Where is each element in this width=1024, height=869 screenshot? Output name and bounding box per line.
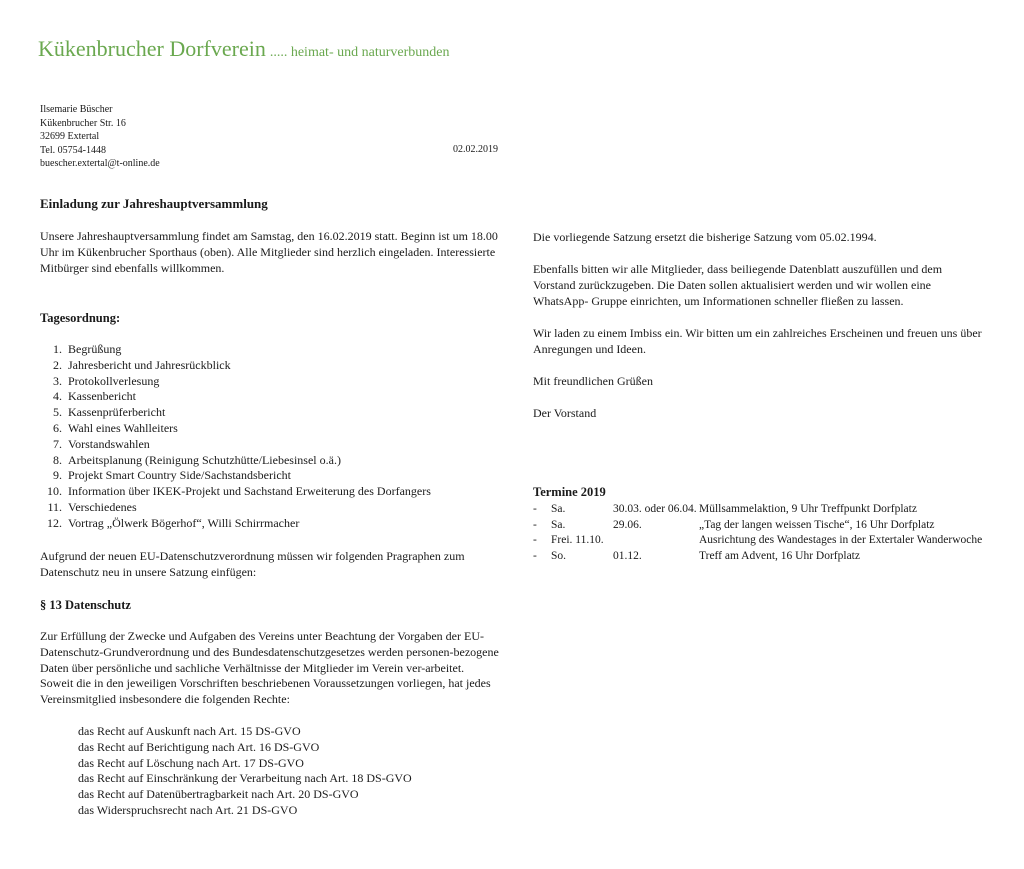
agenda-item-number: 6. — [53, 420, 62, 435]
agenda-item — [34, 500, 431, 516]
agenda-item-text: Jahresbericht und Jahresrückblick — [68, 357, 231, 372]
rights-list — [78, 724, 412, 819]
rights-item: das Recht auf Berichtigung nach Art. 16 DS-GVO — [78, 739, 320, 754]
agenda-item — [34, 358, 431, 374]
event-day: Sa. — [551, 503, 566, 515]
invitation-paragraph: Wir laden zu einem Imbiss ein. Wir bitten um ein zahlreiches Erscheinen und freuen uns über Anregungen und Ideen. — [533, 326, 982, 356]
agenda-item-text: Arbeitsplanung (Reinigung Schutzhütte/Liebesinsel o.ä.) — [68, 452, 341, 467]
agenda-item-text: Vortrag „Ölwerk Bögerhof“, Willi Schirrmacher — [68, 515, 300, 530]
event-row — [533, 518, 982, 534]
agenda-item — [34, 342, 431, 358]
event-description: „Tag der langen weissen Tische“, 16 Uhr Dorfplatz — [699, 518, 935, 531]
agenda-item-text: Verschiedenes — [68, 499, 137, 514]
agenda-item-number: 3. — [53, 373, 62, 388]
agenda-item — [34, 516, 431, 532]
organization-tagline: ..... heimat- und naturverbunden — [269, 45, 450, 60]
event-date: 01.12. — [613, 549, 642, 562]
sender-city: 32699 Extertal — [40, 131, 100, 142]
rights-item: das Recht auf Auskunft nach Art. 15 DS-GVO — [78, 724, 301, 738]
sender-email: buescher.extertal@t-online.de — [40, 158, 160, 169]
agenda-item — [34, 484, 431, 500]
agenda-item-text: Vorstandswahlen — [68, 436, 150, 451]
sender-street: Kükenbrucher Str. 16 — [40, 117, 126, 129]
section-heading: § 13 Datenschutz — [40, 598, 131, 612]
organization-name: Kükenbrucher Dorfverein — [38, 36, 266, 61]
sender-name: Ilsemarie Büscher — [40, 104, 113, 115]
event-day: Frei. 11.10. — [551, 534, 604, 546]
event-day: Sa. — [551, 518, 566, 531]
event-row — [533, 502, 982, 518]
agenda-item-text: Protokollverlesung — [68, 373, 160, 388]
events-list — [533, 502, 982, 564]
agenda-item-number: 12. — [47, 515, 62, 530]
agenda-heading: Tagesordnung: — [40, 311, 121, 325]
agenda-item-number: 11. — [47, 499, 62, 514]
statute-replacement-paragraph: Die vorliegende Satzung ersetzt die bisherige Satzung vom 05.02.1994. — [533, 230, 877, 244]
event-row — [533, 549, 982, 565]
agenda-item-text: Kassenbericht — [68, 389, 136, 404]
agenda-item-text: Begrüßung — [68, 342, 122, 356]
agenda-item-number: 1. — [53, 342, 62, 356]
agenda-item-number: 7. — [53, 436, 62, 451]
rights-item: das Widerspruchsrecht nach Art. 21 DS-GVO — [78, 802, 298, 817]
sender-address — [40, 103, 160, 171]
events-heading: Termine 2019 — [533, 485, 606, 499]
letterhead — [38, 36, 449, 62]
event-date: 29.06. — [613, 518, 642, 531]
event-description: Treff am Advent, 16 Uhr Dorfplatz — [699, 549, 860, 562]
letter-date: 02.02.2019 — [453, 144, 498, 155]
rights-item: das Recht auf Datenübertragbarkeit nach Art. 20 DS-GVO — [78, 787, 359, 802]
agenda-item-text: Kassenprüferbericht — [68, 405, 166, 420]
rights-item: das Recht auf Einschränkung der Verarbeitung nach Art. 18 DS-GVO — [78, 771, 412, 786]
datasheet-paragraph: Ebenfalls bitten wir alle Mitglieder, dass beiliegende Datenblatt auszufüllen und dem Vorstand zurückzugeben. Die Daten sollen aktualisiert werden und wir wollen eine WhatsApp- Gruppe einrichten, um Informationen schneller fließen zu lassen. — [533, 262, 943, 308]
agenda-item — [34, 374, 431, 390]
agenda-item-number: 9. — [53, 468, 62, 483]
agenda-item — [34, 405, 431, 421]
event-day: So. — [551, 549, 567, 562]
agenda-item-number: 10. — [47, 484, 62, 499]
event-dash: - — [533, 518, 537, 531]
closing-greeting: Mit freundlichen Grüßen — [533, 374, 653, 388]
rights-item: das Recht auf Löschung nach Art. 17 DS-GVO — [78, 755, 304, 770]
event-dash: - — [533, 503, 537, 515]
event-description: Müllsammelaktion, 9 Uhr Treffpunkt Dorfplatz — [699, 503, 917, 515]
agenda-list — [34, 342, 431, 532]
agenda-item-number: 8. — [53, 452, 62, 467]
section-paragraph-1: Zur Erfüllung der Zwecke und Aufgaben des Vereins unter Beachtung der Vorgaben der EU-Datenschutz-Grundverordnung und des Bundesdatenschutzgesetzes werden personen-bezogene Daten über persönliche und sachliche Verhältnisse der Mitglieder im Verein ver-arbeitet. — [40, 629, 499, 675]
agenda-item — [34, 468, 431, 484]
intro-paragraph: Unsere Jahreshauptversammlung findet am Samstag, den 16.02.2019 statt. Beginn ist um 18.00 Uhr im Kükenbrucher Sporthaus (oben). Alle Mitglieder sind herzlich eingeladen. Interessierte Mitbürger sind ebenfalls willkommen. — [40, 229, 498, 275]
event-date: 30.03. oder 06.04. — [613, 503, 697, 515]
agenda-item-number: 4. — [53, 389, 62, 404]
agenda-item-text: Projekt Smart Country Side/Sachstandsbericht — [68, 468, 291, 483]
letter-title: Einladung zur Jahreshauptversammlung — [40, 196, 268, 211]
signature: Der Vorstand — [533, 406, 597, 420]
event-description: Ausrichtung des Wandestages in der Extertaler Wanderwoche — [699, 534, 983, 546]
agenda-item-text: Information über IKEK-Projekt und Sachstand Erweiterung des Dorfangers — [68, 484, 431, 499]
event-dash: - — [533, 534, 537, 546]
agenda-item — [34, 437, 431, 453]
agenda-item-number: 2. — [53, 357, 62, 372]
agenda-item-number: 5. — [53, 405, 62, 420]
agenda-item — [34, 421, 431, 437]
event-row — [533, 533, 982, 549]
event-dash: - — [533, 549, 537, 562]
gdpr-intro-paragraph: Aufgrund der neuen EU-Datenschutzverordnung müssen wir folgenden Pragraphen zum Datenschutz neu in unsere Satzung einfügen: — [40, 549, 465, 579]
section-body — [40, 629, 520, 708]
section-paragraph-2: Soweit die in den jeweiligen Vorschriften beschriebenen Voraussetzungen vorliegen, hat jedes Vereinsmitglied insbesondere die folgenden Rechte: — [40, 676, 491, 707]
agenda-item — [34, 389, 431, 405]
agenda-item — [34, 453, 431, 469]
sender-phone: Tel. 05754-1448 — [40, 144, 106, 156]
agenda-item-text: Wahl eines Wahlleiters — [68, 420, 178, 435]
